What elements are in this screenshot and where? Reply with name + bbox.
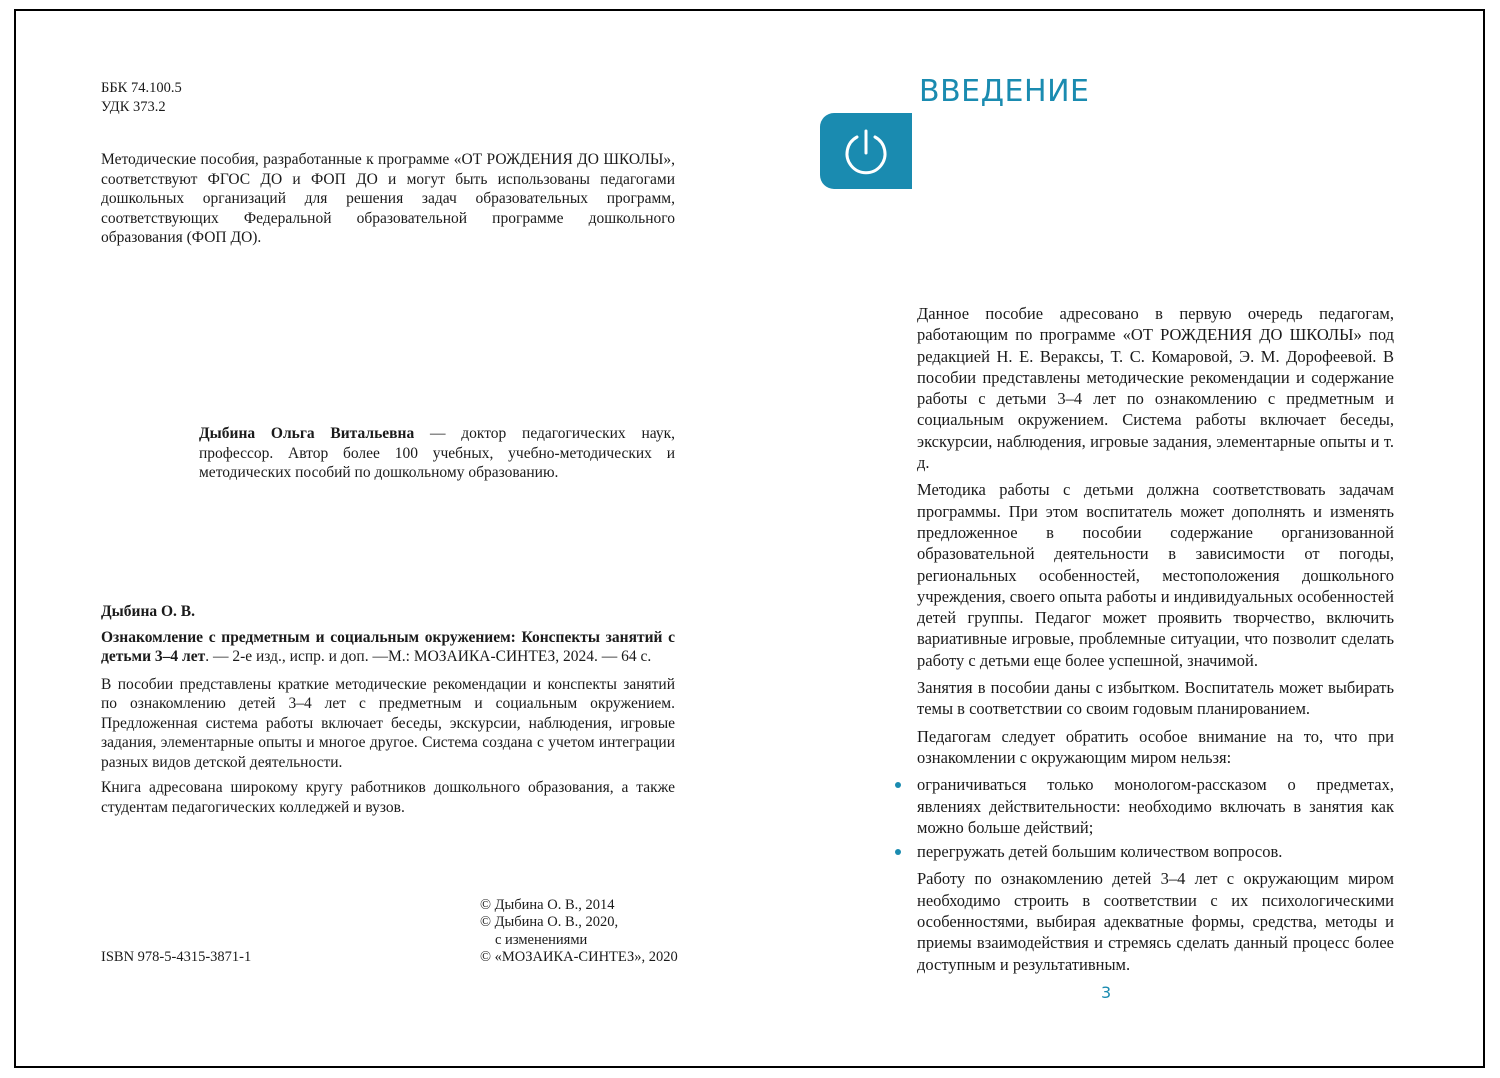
bbk-code: ББК 74.100.5 [101, 80, 182, 96]
bib-annotation-1: В пособии представлены краткие методические рекомендации и конспекты занятий по ознакомлению детей 3–4 лет с предметным и социальным окружением. Предложенная система работы включает беседы, экскурсии, наблюдения, игровые задания, элементарные опыты и многое другое. Система создана с учетом интеграции разных видов детской деятельности. [101, 675, 675, 771]
copyright-line: © «МОЗАИКА-СИНТЕЗ», 2020 [480, 948, 678, 965]
intro-paragraph: Методика работы с детьми должна соответствовать задачам программы. При этом воспитатель может дополнять и изменять предложенное в пособии содержание организованной образовательной деятельности в зависимости от погоды, региональных особенностей, местоположения дошкольного учреждения, своего опыта работы и индивидуальных особенностей детей группы. Педагог может проявить творчество, включить вариативные игровые, проблемные ситуации, что позволит сделать работу с детьми еще более успешной, значимой. [917, 480, 1394, 670]
copyright-line: © Дыбина О. В., 2020, [480, 914, 619, 931]
copyright-line: © Дыбина О. В., 2014 [480, 897, 615, 913]
chapter-heading: ВВЕДЕНИЕ [919, 74, 1090, 109]
list-item: перегружать детей большим количеством вопросов. [917, 841, 1394, 862]
intro-closing-paragraph: Работу по ознакомлению детей 3–4 лет с окружающим миром необходимо строить в соответствии с их психологическими особенностями, выбирая адекватные формы, средства, методы и приемы взаимодействия и стремясь сделать данный процесс более доступным и результативным. [917, 869, 1394, 974]
series-intro [101, 150, 675, 248]
bib-annotation-2: Книга адресована широкому кругу работников дошкольного образования, а также студентам педагогических колледжей и вузов. [101, 779, 675, 816]
author-bio-text: — доктор педагогических наук, профессор. Автор более 100 учебных, учебно-методических и методических пособий по дошкольному образованию. [199, 425, 675, 481]
prohibition-list [917, 774, 1394, 862]
bib-entry [101, 628, 675, 667]
bib-details: . — 2-е изд., испр. и доп. —М.: МОЗАИКА-СИНТЕЗ, 2024. — 64 с. [205, 648, 652, 665]
copyright-block [480, 897, 678, 966]
udk-code: УДК 373.2 [101, 99, 166, 115]
intro-paragraph: Данное пособие адресовано в первую очередь педагогам, работающим по программе «ОТ РОЖДЕНИЯ ДО ШКОЛЫ» под редакцией Н. Е. Вераксы, Т. С. Комаровой, Э. М. Дорофеевой. В пособии представлены методические рекомендации и содержание работы с детьми 3–4 лет по ознакомлению с предметным и социальным окружением. Система работы включает беседы, экскурсии, наблюдения, игровые задания, элементарные опыты и т. д. [917, 304, 1394, 473]
page-number: 3 [1101, 983, 1112, 1002]
author-bio-name: Дыбина Ольга Витальевна [199, 425, 415, 442]
isbn: ISBN 978-5-4315-3871-1 [101, 949, 252, 965]
introduction-body [917, 303, 1394, 981]
bib-title: Ознакомление с предметным и социальным окружением: Конспекты занятий с детьми 3–4 лет [101, 628, 675, 665]
bibliographic-record [101, 602, 675, 817]
list-item: ограничиваться только монологом-рассказом о предметах, явлениях действительности: необходимо включать в занятия как можно больше действий; [917, 775, 1394, 837]
intro-paragraph: Педагогам следует обратить особое внимание на то, что при ознакомлении с окружающим миром нельзя: [917, 726, 1394, 767]
bib-author: Дыбина О. В. [101, 603, 196, 620]
power-icon [820, 113, 912, 189]
copyright-line: с изменениями [495, 931, 588, 948]
classification-codes [101, 79, 182, 117]
series-intro-text: Методические пособия, разработанные к программе «ОТ РОЖДЕНИЯ ДО ШКОЛЫ», соответствуют ФГОС ДО и ФОП ДО и могут быть использованы педагогами дошкольных организаций для решения задач образовательных программ, соответствующих Федеральной образовательной программе дошкольного образования (ФОП ДО). [101, 151, 675, 246]
chapter-icon-tab [820, 113, 912, 189]
intro-paragraph: Занятия в пособии даны с избытком. Воспитатель может выбирать темы в соответствии со своим годовым планированием. [917, 678, 1394, 719]
author-bio [199, 424, 675, 483]
